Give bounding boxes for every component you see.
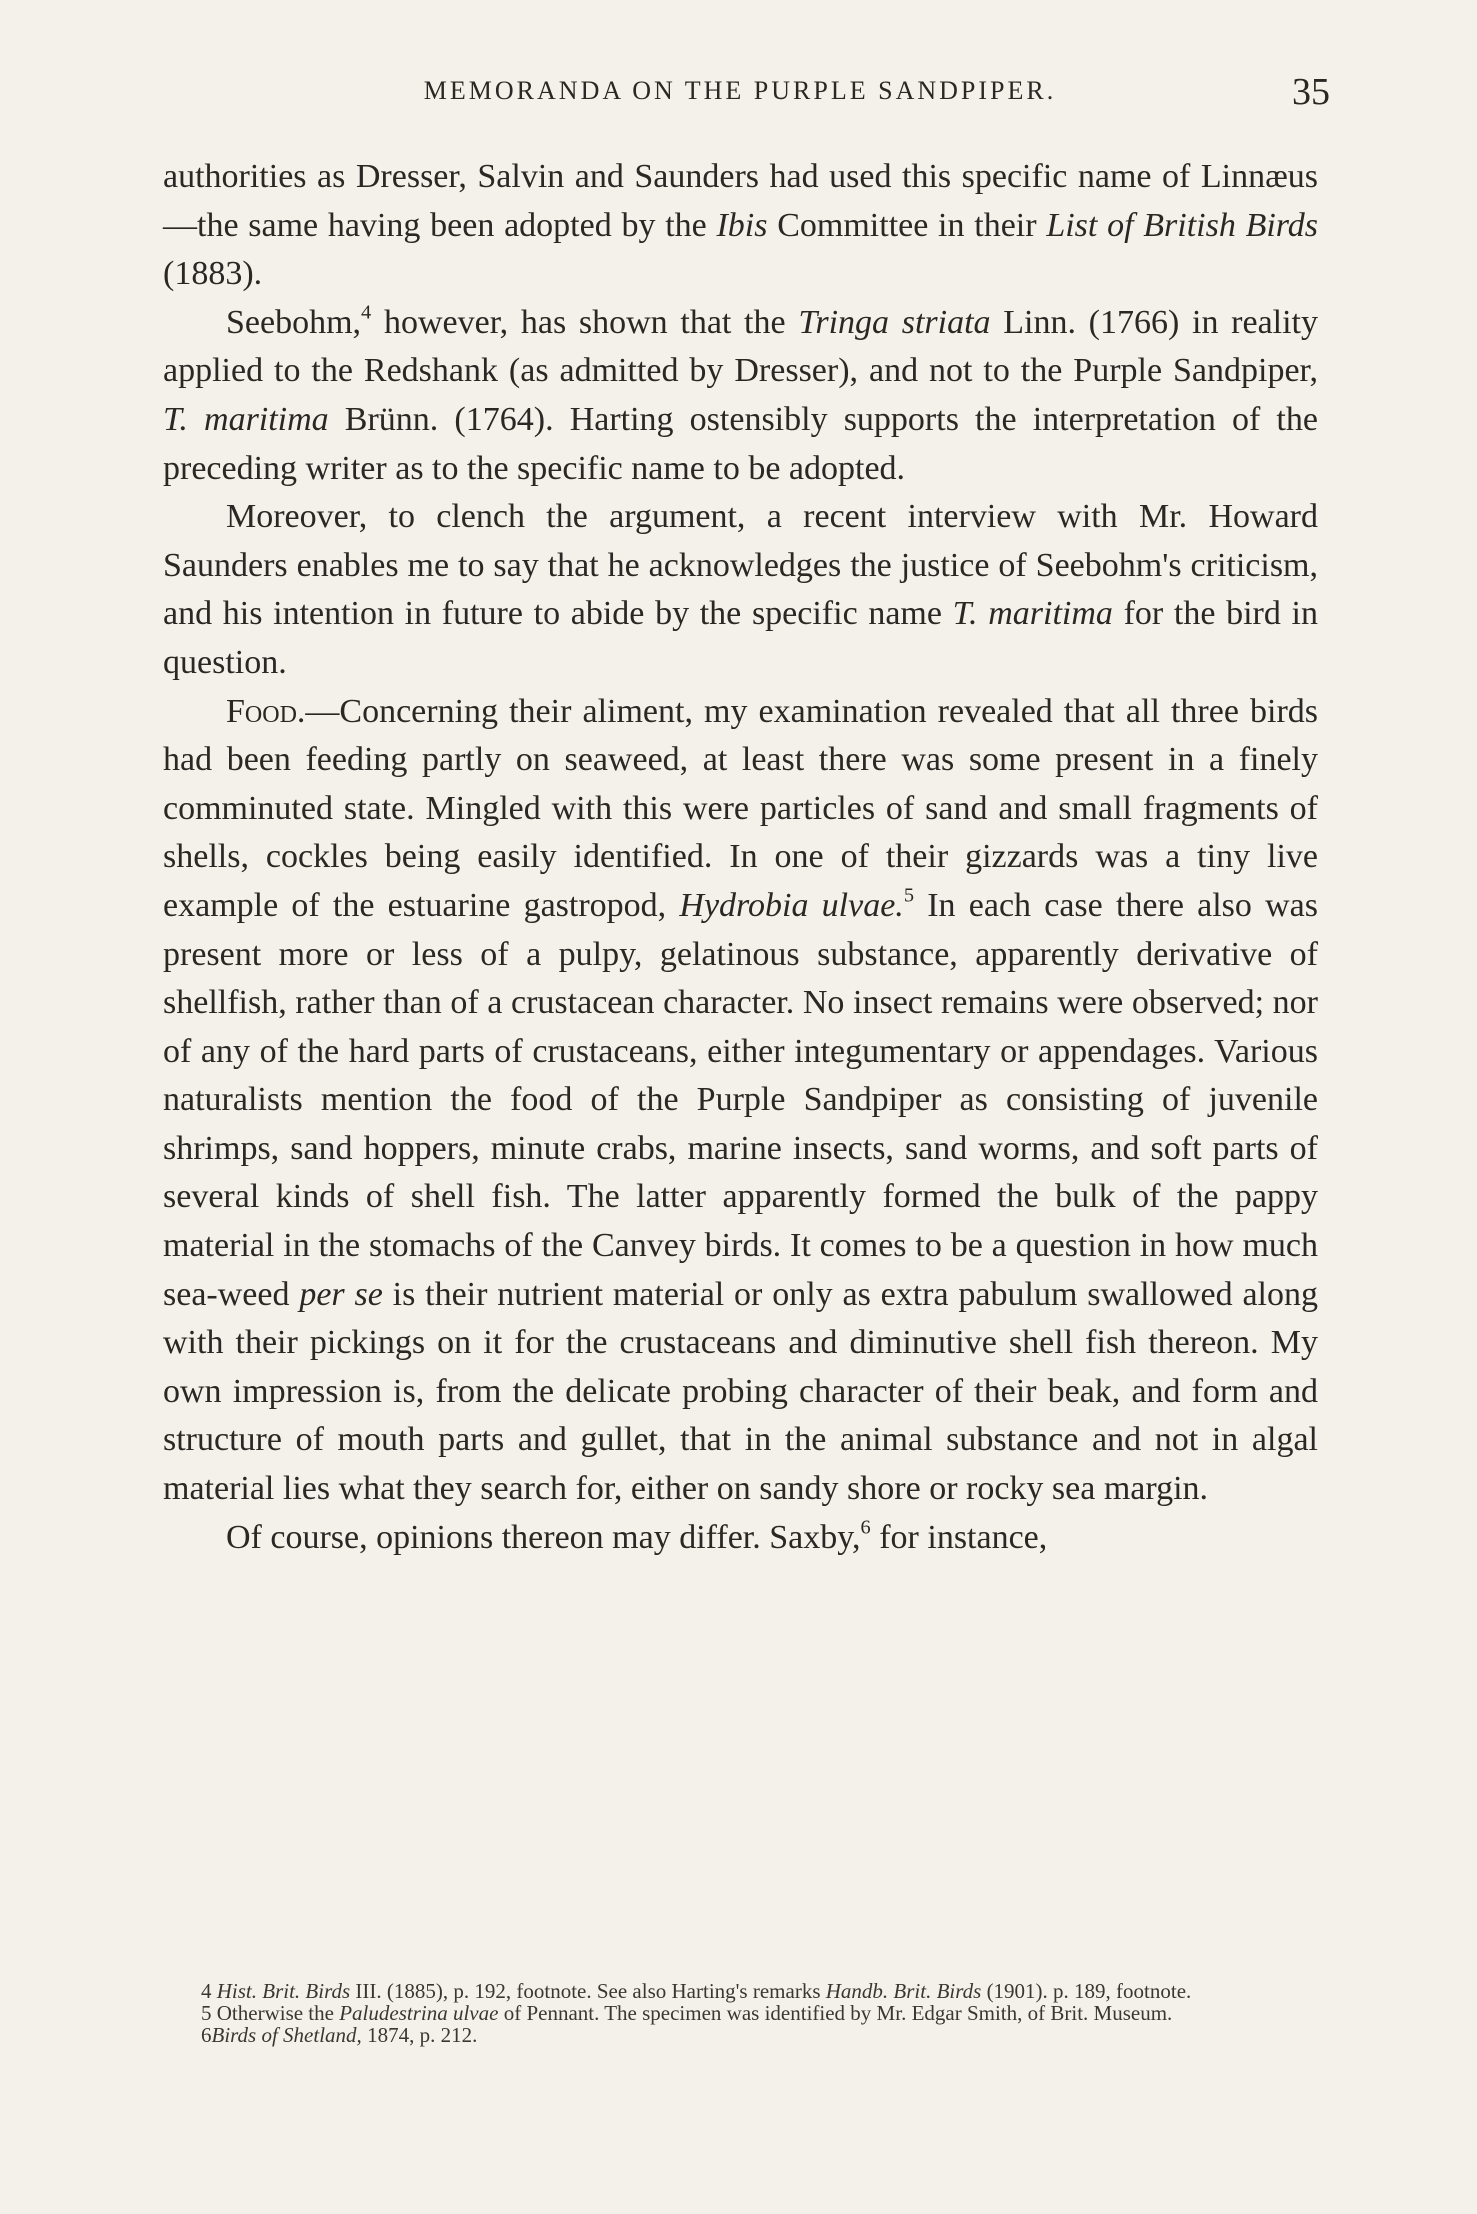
text-run: Of course, opinions thereon may differ. Saxby,	[226, 1518, 861, 1556]
footnote-number: 5	[201, 2001, 212, 2025]
paragraph-continued	[163, 153, 1318, 299]
italic-run: Hydrobia ulvae.	[679, 886, 904, 924]
text-run: for the bird in question.	[163, 595, 1318, 681]
text-run: Seebohm,	[226, 303, 362, 341]
text-run: (1901). p. 189, footnote.	[981, 1979, 1192, 2003]
paragraph-of-course	[163, 1514, 1318, 1563]
text-run: III. (1885), p. 192, footnote. See also Harting's remarks	[350, 1979, 826, 2003]
page-number: 35	[1292, 71, 1330, 113]
text-run: Otherwise the	[211, 2001, 340, 2025]
text-run: —Concerning their aliment, my examination revealed that all three birds had been feeding partly on seaweed, at least there was some present in a finely comminuted state. Mingled with this were particles of sand and small fragments of shells, cockles being easily identified. In one of their gizzards was a tiny live example of the estuarine gastropod,	[163, 692, 1318, 924]
italic-run: Paludestrina ulvae	[339, 2001, 499, 2025]
running-head	[160, 70, 1330, 130]
running-title: MEMORANDA ON THE PURPLE SANDPIPER.	[423, 76, 1057, 105]
text-run: of Pennant. The specimen was identified by Mr. Edgar Smith, of Brit. Museum.	[498, 2001, 1173, 2025]
italic-run: Tringa striata	[798, 303, 991, 341]
text-run: In each case there also was present more or less of a pulpy, gelatinous substance, apparently derivative of shellfish, rather than of a crustacean character. No insect remains were observed; nor of any of the hard parts of crustaceans, either integumentary or appendages. Various naturalists mention the food of the Purple Sandpiper as consisting of juvenile shrimps, sand hoppers, minute crabs, marine insects, sand worms, and soft parts of several kinds of shell fish. The latter apparently formed the bulk of the pappy material in the stomachs of the Canvey birds. It comes to be a question in how much sea-weed	[163, 886, 1318, 1313]
section-heading-food: Food.	[226, 692, 306, 730]
text-run: is their nutrient material or only as extra pabulum swallowed along with their pickings on it for the crustaceans and diminutive shell fish thereon. My own impression is, from the delicate probing character of their beak, and form and structure of mouth parts and gullet, that in the animal substance and not in algal material lies what they search for, either on sandy shore or rocky sea margin.	[163, 1275, 1318, 1508]
footnote-5	[163, 2002, 1318, 2024]
footnote-ref-4: 4	[361, 301, 372, 324]
paragraph-food	[163, 688, 1318, 1514]
italic-run: Hist. Brit. Birds	[216, 1979, 351, 2003]
footnote-4	[163, 1980, 1318, 2002]
italic-run: T. maritima	[163, 400, 329, 438]
text-run: however, has shown that the	[371, 303, 799, 341]
text-run: 1874, p. 212.	[361, 2023, 478, 2047]
italic-run: T. maritima	[952, 595, 1113, 633]
text-run: Brünn. (1764). Harting ostensibly supports the interpretation of the preceding writer as to the specific name to be adopted.	[163, 400, 1318, 487]
footnote-number: 6	[201, 2023, 212, 2047]
italic-run: per se	[299, 1275, 383, 1313]
text-run: authorities as Dresser, Salvin and Saunders had used this specific name of Linnæus—the same having been adopted by the	[163, 158, 1318, 244]
italic-run: Ibis	[716, 206, 768, 244]
footnote-6	[163, 2024, 1318, 2046]
body-text	[163, 153, 1318, 1562]
text-run: Moreover, to clench the argument, a recent interview with Mr. Howard Saunders enables me to say that he acknowledges the justice of Seebohm's criticism, and his intention in future to abide by the specific name	[163, 498, 1318, 633]
text-run: (1883).	[163, 255, 263, 293]
text-run: Committee in their	[767, 206, 1047, 244]
footnotes	[163, 1980, 1318, 2046]
footnote-ref-5: 5	[903, 884, 915, 907]
footnote-ref-6: 6	[860, 1516, 871, 1539]
paragraph-moreover	[163, 493, 1318, 687]
footnote-number: 4	[201, 1979, 212, 2003]
italic-run: Handb. Brit. Birds	[825, 1979, 982, 2003]
paragraph-seebohm	[163, 299, 1318, 493]
text-run: for instance,	[870, 1518, 1048, 1556]
italic-run: List of British Birds	[1046, 206, 1319, 244]
text-run: Linn. (1766) in reality applied to the Redshank (as admitted by Dresser), and not to the Purple Sandpiper,	[163, 303, 1318, 390]
italic-run: Birds of Shetland,	[211, 2023, 362, 2047]
